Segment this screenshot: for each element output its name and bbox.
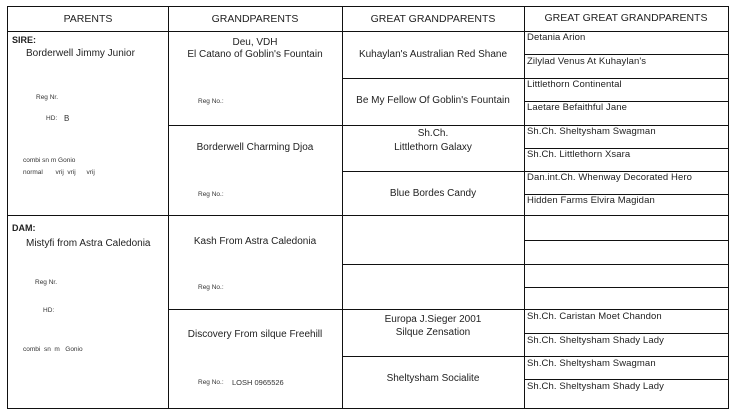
ggg-name: Zilylad Venus At Kuhaylan's: [527, 56, 647, 67]
grandparent-reg-label: Reg No.:: [198, 379, 224, 386]
row-divider: [168, 309, 728, 310]
ggg-name: Sh.Ch. Littlethorn Xsara: [527, 149, 631, 160]
dam-combi: combi sn m Gonio: [23, 346, 83, 353]
great-grandparent-name: Silque Zensation: [395, 327, 471, 338]
header-great-great-grandparents: GREAT GREAT GRANDPARENTS: [544, 12, 708, 24]
grandparent-reg-label: Reg No.:: [198, 191, 224, 198]
dam-reg-label: Reg Nr.: [35, 279, 58, 286]
ggg-name: Detania Arion: [527, 32, 586, 43]
column-divider: [168, 7, 169, 408]
ggg-name: Laetare Befaithful Jane: [527, 102, 628, 113]
ggg-name: Littlethorn Continental: [527, 79, 622, 90]
great-grandparent-name: Kuhaylan's Australian Red Shane: [358, 49, 508, 60]
grandparent-name: El Catano of Goblin's Fountain: [187, 49, 323, 60]
ggg-name: Sh.Ch. Sheltysham Shady Lady: [527, 335, 664, 346]
sire-label: SIRE:: [12, 35, 37, 45]
ggg-name: Hidden Farms Elvira Magidan: [527, 195, 655, 206]
column-divider: [524, 7, 525, 408]
header-great-grandparents: GREAT GRANDPARENTS: [370, 13, 496, 25]
header-grandparents: GRANDPARENTS: [211, 13, 299, 25]
ggg-name: Sh.Ch. Sheltysham Swagman: [527, 358, 656, 369]
grandparent-reg-value: LOSH 0965526: [232, 378, 284, 387]
great-grandparent-title: Europa J.Sieger 2001: [384, 314, 482, 325]
row-divider: [524, 240, 728, 241]
grandparent-reg-label: Reg No.:: [198, 98, 224, 105]
grandparent-name: Discovery From silque Freehill: [187, 329, 323, 340]
sire-hd-value: B: [64, 114, 70, 123]
sire-reg-label: Reg Nr.: [36, 94, 59, 101]
row-divider: [342, 356, 728, 357]
great-grandparent-name: Be My Fellow Of Goblin's Fountain: [356, 95, 510, 106]
ggg-name: Sh.Ch. Sheltysham Swagman: [527, 126, 656, 137]
pedigree-table: [7, 6, 729, 409]
row-divider: [524, 287, 728, 288]
sire-hd-label: HD:: [46, 115, 58, 122]
column-divider: [342, 7, 343, 408]
ggg-name: Sh.Ch. Caristan Moet Chandon: [527, 311, 662, 322]
ggg-name: Dan.int.Ch. Whenway Decorated Hero: [527, 172, 692, 183]
row-divider: [524, 379, 728, 380]
sire-combi: combi sn m Gonio: [23, 157, 76, 164]
great-grandparent-name: Littlethorn Galaxy: [394, 142, 472, 153]
header-divider: [8, 31, 728, 32]
row-divider: [8, 215, 728, 216]
great-grandparent-name: Sheltysham Socialite: [386, 373, 480, 384]
grandparent-reg-label: Reg No.:: [198, 284, 224, 291]
sire-combi-values: normal vrij vrij vrij: [23, 169, 95, 176]
sire-name: Borderwell Jimmy Junior: [26, 48, 135, 59]
ggg-name: Sh.Ch. Sheltysham Shady Lady: [527, 381, 664, 392]
header-parents: PARENTS: [63, 13, 113, 25]
row-divider: [524, 333, 728, 334]
grandparent-name: Kash From Astra Caledonia: [193, 236, 317, 247]
dam-hd-label: HD:: [43, 307, 55, 314]
grandparent-name: Borderwell Charming Djoa: [196, 142, 314, 153]
great-grandparent-title: Sh.Ch.: [417, 128, 449, 139]
grandparent-title: Deu, VDH: [232, 37, 278, 48]
great-grandparent-name: Blue Bordes Candy: [389, 188, 477, 199]
dam-label: DAM:: [12, 223, 36, 233]
row-divider: [342, 264, 728, 265]
row-divider: [524, 54, 728, 55]
dam-name: Mistyfi from Astra Caledonia: [26, 238, 151, 249]
